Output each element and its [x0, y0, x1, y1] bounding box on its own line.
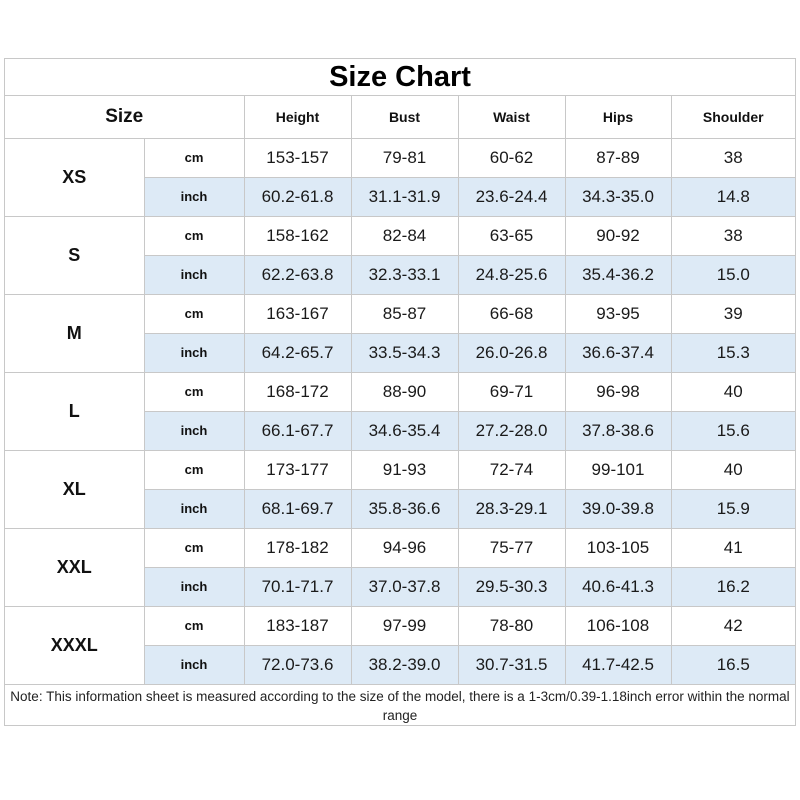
hips-value: 106-108 — [565, 606, 671, 645]
unit-label-inch: inch — [144, 489, 244, 528]
unit-label-inch: inch — [144, 255, 244, 294]
hips-value: 39.0-39.8 — [565, 489, 671, 528]
height-column-header: Height — [244, 96, 351, 138]
height-value: 70.1-71.7 — [244, 567, 351, 606]
size-row-cm — [5, 606, 795, 645]
waist-value: 69-71 — [458, 372, 565, 411]
chart-title: Size Chart — [5, 59, 795, 96]
bust-column-header: Bust — [351, 96, 458, 138]
unit-label-inch: inch — [144, 411, 244, 450]
bust-value: 37.0-37.8 — [351, 567, 458, 606]
shoulder-value: 38 — [671, 138, 795, 177]
unit-label-cm: cm — [144, 294, 244, 333]
unit-label-cm: cm — [144, 450, 244, 489]
bust-value: 97-99 — [351, 606, 458, 645]
shoulder-value: 16.5 — [671, 645, 795, 684]
height-value: 173-177 — [244, 450, 351, 489]
hips-value: 34.3-35.0 — [565, 177, 671, 216]
shoulder-value: 42 — [671, 606, 795, 645]
size-label: XXL — [5, 528, 144, 606]
waist-value: 66-68 — [458, 294, 565, 333]
bust-value: 35.8-36.6 — [351, 489, 458, 528]
unit-label-inch: inch — [144, 567, 244, 606]
hips-value: 103-105 — [565, 528, 671, 567]
waist-value: 78-80 — [458, 606, 565, 645]
size-label: L — [5, 372, 144, 450]
waist-value: 30.7-31.5 — [458, 645, 565, 684]
height-value: 158-162 — [244, 216, 351, 255]
size-row-cm — [5, 450, 795, 489]
waist-value: 72-74 — [458, 450, 565, 489]
waist-value: 27.2-28.0 — [458, 411, 565, 450]
hips-value: 37.8-38.6 — [565, 411, 671, 450]
height-value: 64.2-65.7 — [244, 333, 351, 372]
height-value: 163-167 — [244, 294, 351, 333]
shoulder-value: 40 — [671, 372, 795, 411]
unit-label-inch: inch — [144, 333, 244, 372]
size-label: S — [5, 216, 144, 294]
size-table-body — [5, 96, 795, 684]
height-value: 66.1-67.7 — [244, 411, 351, 450]
height-value: 168-172 — [244, 372, 351, 411]
shoulder-value: 39 — [671, 294, 795, 333]
hips-value: 40.6-41.3 — [565, 567, 671, 606]
waist-value: 63-65 — [458, 216, 565, 255]
shoulder-value: 15.6 — [671, 411, 795, 450]
bust-value: 32.3-33.1 — [351, 255, 458, 294]
waist-value: 28.3-29.1 — [458, 489, 565, 528]
unit-label-cm: cm — [144, 138, 244, 177]
hips-value: 35.4-36.2 — [565, 255, 671, 294]
bust-value: 88-90 — [351, 372, 458, 411]
unit-label-cm: cm — [144, 606, 244, 645]
hips-value: 99-101 — [565, 450, 671, 489]
size-table — [5, 96, 795, 685]
hips-column-header: Hips — [565, 96, 671, 138]
waist-value: 26.0-26.8 — [458, 333, 565, 372]
height-value: 183-187 — [244, 606, 351, 645]
shoulder-value: 14.8 — [671, 177, 795, 216]
shoulder-value: 15.0 — [671, 255, 795, 294]
waist-value: 75-77 — [458, 528, 565, 567]
size-label: XXXL — [5, 606, 144, 684]
height-value: 62.2-63.8 — [244, 255, 351, 294]
shoulder-value: 41 — [671, 528, 795, 567]
bust-value: 33.5-34.3 — [351, 333, 458, 372]
waist-value: 23.6-24.4 — [458, 177, 565, 216]
height-value: 153-157 — [244, 138, 351, 177]
unit-label-cm: cm — [144, 216, 244, 255]
size-chart-sheet — [4, 58, 796, 726]
bust-value: 91-93 — [351, 450, 458, 489]
shoulder-value: 38 — [671, 216, 795, 255]
unit-label-inch: inch — [144, 177, 244, 216]
shoulder-value: 15.3 — [671, 333, 795, 372]
hips-value: 36.6-37.4 — [565, 333, 671, 372]
height-value: 68.1-69.7 — [244, 489, 351, 528]
shoulder-column-header: Shoulder — [671, 96, 795, 138]
height-value: 72.0-73.6 — [244, 645, 351, 684]
bust-value: 79-81 — [351, 138, 458, 177]
bust-value: 82-84 — [351, 216, 458, 255]
waist-value: 29.5-30.3 — [458, 567, 565, 606]
size-row-cm — [5, 372, 795, 411]
size-row-cm — [5, 294, 795, 333]
unit-label-cm: cm — [144, 528, 244, 567]
hips-value: 93-95 — [565, 294, 671, 333]
waist-column-header: Waist — [458, 96, 565, 138]
hips-value: 87-89 — [565, 138, 671, 177]
hips-value: 41.7-42.5 — [565, 645, 671, 684]
size-row-cm — [5, 528, 795, 567]
shoulder-value: 16.2 — [671, 567, 795, 606]
height-value: 178-182 — [244, 528, 351, 567]
waist-value: 60-62 — [458, 138, 565, 177]
waist-value: 24.8-25.6 — [458, 255, 565, 294]
unit-label-inch: inch — [144, 645, 244, 684]
hips-value: 90-92 — [565, 216, 671, 255]
height-value: 60.2-61.8 — [244, 177, 351, 216]
shoulder-value: 15.9 — [671, 489, 795, 528]
size-label: XS — [5, 138, 144, 216]
bust-value: 85-87 — [351, 294, 458, 333]
bust-value: 94-96 — [351, 528, 458, 567]
size-row-cm — [5, 216, 795, 255]
hips-value: 96-98 — [565, 372, 671, 411]
size-row-cm — [5, 138, 795, 177]
shoulder-value: 40 — [671, 450, 795, 489]
size-column-header: Size — [5, 96, 244, 138]
bust-value: 31.1-31.9 — [351, 177, 458, 216]
size-label: XL — [5, 450, 144, 528]
measurement-note: Note: This information sheet is measured according to the size of the model, there is a 1-3cm/0.39-1.18inch error within the normal range — [10, 689, 790, 723]
header-row — [5, 96, 795, 138]
size-label: M — [5, 294, 144, 372]
bust-value: 34.6-35.4 — [351, 411, 458, 450]
bust-value: 38.2-39.0 — [351, 645, 458, 684]
unit-label-cm: cm — [144, 372, 244, 411]
